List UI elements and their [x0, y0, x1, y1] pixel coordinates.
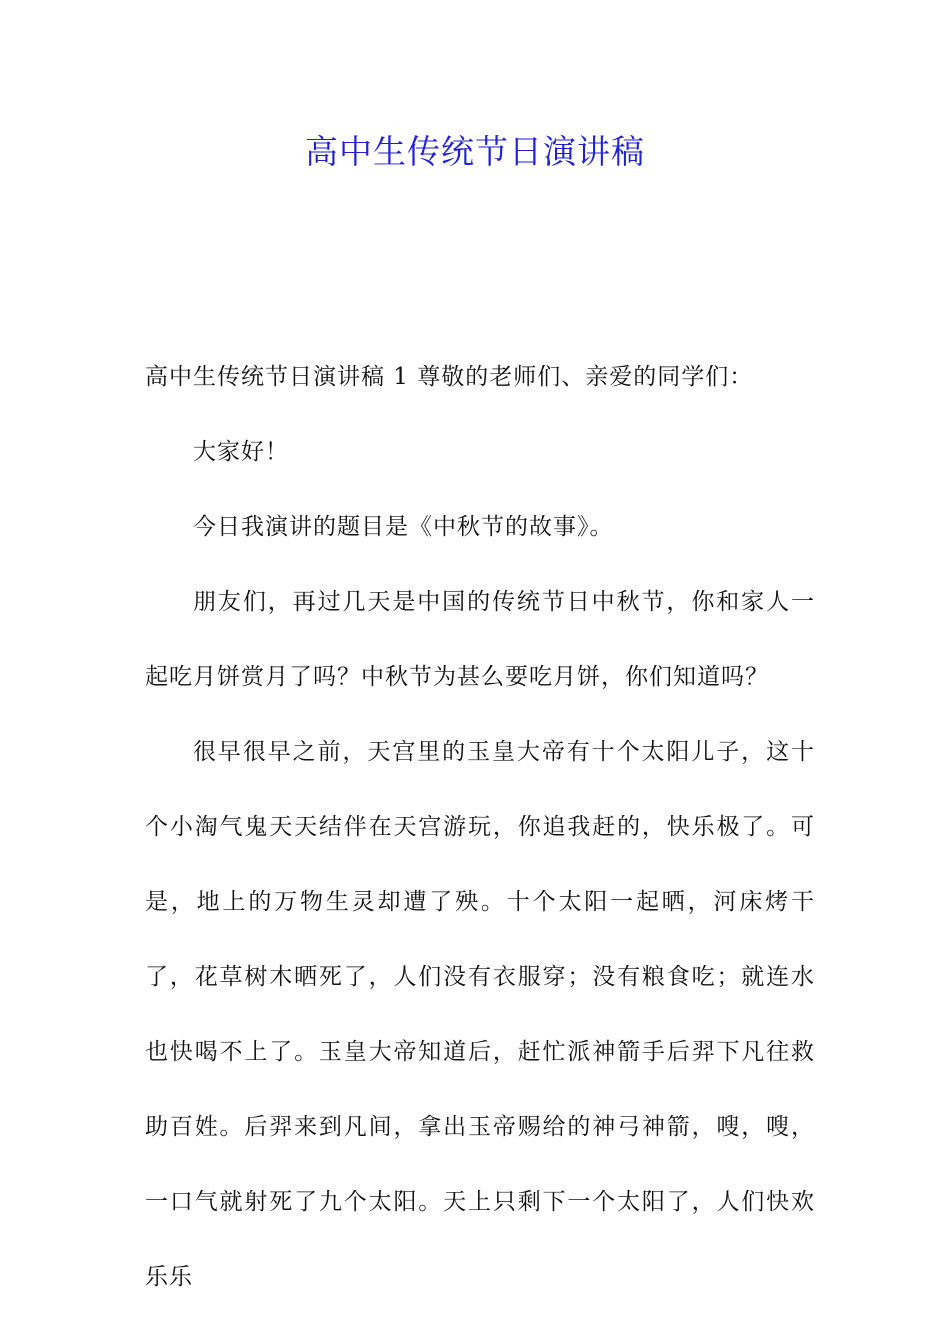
paragraph-intro: 朋友们，再过几天是中国的传统节日中秋节，你和家人一起吃月饼赏月了吗？中秋节为甚么要吃月饼，你们知道吗？: [145, 589, 815, 690]
document-title: 高中生传统节日演讲稿: [305, 132, 645, 171]
paragraph-topic: 今日我演讲的题目是《中秋节的故事》。: [193, 514, 614, 540]
document-body: [145, 340, 815, 1315]
paragraph-story: 很早很早之前，天宫里的玉皇大帝有十个太阳儿子，这十个小淘气鬼天天结伴在天宫游玩，你追我赶的，快乐极了。可是，地上的万物生灵却遭了殃。十个太阳一起晒，河床烤干了，花草树木晒死了，人们没有衣服穿；没有粮食吃；就连水也快喝不上了。玉皇大帝知道后，赶忙派神箭手后羿下凡往救助百姓。后羿来到凡间，拿出玉帝赐给的神弓神箭，嗖，嗖，一口气就射死了九个太阳。天上只剩下一个太阳了，人们快欢乐乐: [145, 739, 815, 1290]
paragraph-greeting: 大家好！: [193, 439, 289, 465]
paragraph-salutation: 高中生传统节日演讲稿 1 尊敬的老师们、亲爱的同学们：: [145, 364, 754, 390]
